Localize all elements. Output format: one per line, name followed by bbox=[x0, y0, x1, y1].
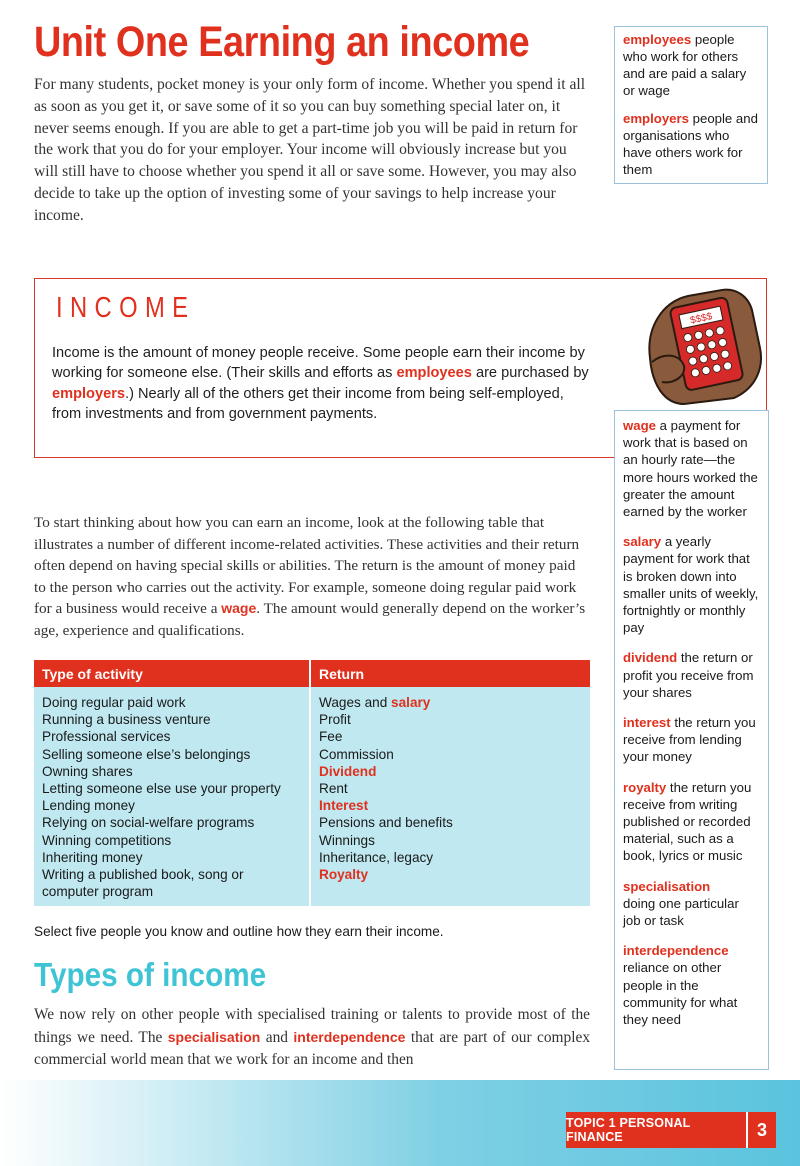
return-cell bbox=[319, 814, 582, 831]
return-text: Rent bbox=[319, 781, 348, 797]
return-cell bbox=[319, 763, 582, 780]
glossary-entry bbox=[623, 779, 760, 865]
glossary-entry bbox=[623, 110, 759, 178]
return-cell bbox=[319, 849, 582, 866]
glossary-term: employees bbox=[623, 32, 692, 47]
return-text: Winnings bbox=[319, 832, 375, 848]
body-text-part: To start thinking about how you can earn an income, look at the following table that illustrates a number of different income-related activities. These activities and their return often depend on having special skills or abilities. The return is the amount of money paid to the person who carries out the activity. For example, someone doing regular paid work for a business would receive a bbox=[34, 514, 580, 618]
return-cell bbox=[319, 832, 582, 849]
glossary-definition: people and organisations who have others work for them bbox=[623, 111, 758, 177]
income-text-part: are purchased by bbox=[471, 365, 589, 382]
activity-cell: Selling someone else’s belongings bbox=[42, 746, 251, 762]
glossary-term: salary bbox=[623, 534, 662, 550]
types-heading: Types of income bbox=[34, 956, 267, 993]
glossary-definition: people who work for others and are paid a salary or wage bbox=[623, 32, 747, 98]
task-instruction: Select five people you know and outline how they earn their income. bbox=[34, 924, 444, 939]
glossary-entry bbox=[623, 878, 760, 930]
return-cell bbox=[319, 866, 582, 883]
calculator-display: $$$$ bbox=[689, 311, 714, 327]
activity-cell: Inheriting money bbox=[42, 849, 143, 865]
table-header-return: Return bbox=[310, 660, 590, 687]
glossary-definition: a payment for work that is based on an hourly rate—the more hours worked the greater the amount earned by the worker bbox=[623, 418, 758, 520]
return-term: salary bbox=[391, 695, 431, 710]
return-term: Royalty bbox=[319, 867, 369, 883]
return-column bbox=[310, 687, 590, 906]
return-term: Interest bbox=[319, 798, 369, 814]
return-text: Inheritance, legacy bbox=[319, 849, 434, 865]
return-cell bbox=[319, 797, 582, 814]
glossary-box-top bbox=[614, 26, 768, 184]
income-text bbox=[52, 343, 597, 425]
return-text: Fee bbox=[319, 729, 343, 745]
types-text-part: We now rely on other people with specialised training or talents to provide most of the things we need. The bbox=[34, 1006, 590, 1046]
highlight-term: wage bbox=[221, 600, 257, 617]
return-cell bbox=[319, 746, 582, 763]
activity-cell: Lending money bbox=[42, 798, 135, 814]
return-text: Profit bbox=[319, 712, 351, 728]
income-text-part: Income is the amount of money people receive. Some people earn their income by working for someone else. (Their skills and efforts as bbox=[52, 345, 585, 382]
glossary-entry bbox=[623, 31, 759, 99]
highlight-term: employees bbox=[396, 365, 472, 382]
glossary-entry bbox=[623, 649, 760, 701]
intro-paragraph: For many students, pocket money is your only form of income. Whether you spend it all as soon as you get it, or save some of it so you can buy something special later on, it never seems enough. If you are able to get a part-time job you will be paid in return for the work that you do for your employer. Your income will obviously increase but you will still have to choose whether you spend it all or save some. However, you may also decide to take up the option of investing some of your savings to help increase your income. bbox=[34, 76, 586, 224]
glossary-term: royalty bbox=[623, 779, 667, 795]
activity-cell: Relying on social-welfare programs bbox=[42, 815, 255, 831]
glossary-term: interdependence bbox=[623, 943, 729, 959]
return-cell bbox=[319, 694, 582, 711]
table-row bbox=[34, 687, 590, 906]
glossary-box-right bbox=[614, 410, 769, 1070]
glossary-entry bbox=[623, 533, 760, 636]
return-text: Pensions and benefits bbox=[319, 815, 453, 831]
return-cell bbox=[319, 728, 582, 745]
activity-cell: Professional services bbox=[42, 729, 171, 745]
activity-cell: Doing regular paid work bbox=[42, 695, 186, 710]
glossary-entry bbox=[623, 417, 760, 520]
glossary-term: dividend bbox=[623, 650, 678, 666]
calculator-illustration bbox=[644, 288, 764, 406]
table-header-activity: Type of activity bbox=[34, 660, 310, 687]
glossary-entry bbox=[623, 942, 760, 1028]
activity-cell: Winning competitions bbox=[42, 832, 172, 848]
types-text-part: and bbox=[260, 1029, 294, 1046]
table-header-row bbox=[34, 660, 590, 687]
glossary-definition: the return you receive from lending your money bbox=[623, 715, 756, 765]
activity-column bbox=[34, 687, 310, 906]
glossary-term: specialisation bbox=[623, 878, 711, 894]
glossary-term: interest bbox=[623, 715, 671, 731]
glossary-term: employers bbox=[623, 111, 689, 126]
footer-topic-label: TOPIC 1 PERSONAL FINANCE bbox=[566, 1112, 746, 1148]
income-text-part: .) Nearly all of the others get their income from being self-employed, from investments and from government payments. bbox=[52, 385, 564, 423]
income-heading: INCOME bbox=[56, 292, 196, 324]
income-activity-table bbox=[34, 660, 590, 906]
glossary-definition: the return you receive from writing published or recorded material, such as a book, lyrics or music bbox=[623, 779, 752, 864]
page-number: 3 bbox=[746, 1112, 776, 1148]
glossary-entry bbox=[623, 714, 760, 766]
types-text-part: that are part of our complex commercial world mean that we work for an income and then bbox=[34, 1029, 591, 1068]
return-term: Dividend bbox=[319, 763, 377, 779]
glossary-definition: a yearly payment for work that is broken down into smaller units of weekly, fortnightly or monthly pay bbox=[623, 534, 759, 636]
activity-cell: Running a business venture bbox=[42, 712, 211, 728]
glossary-term: wage bbox=[623, 418, 656, 433]
body-paragraph bbox=[34, 512, 590, 642]
unit-title: Unit One Earning an income bbox=[34, 18, 530, 66]
return-text: Wages and bbox=[319, 695, 392, 710]
highlight-term: employers bbox=[52, 385, 126, 402]
highlight-term: specialisation bbox=[167, 1029, 261, 1045]
body-text-part: . The amount would generally depend on the worker’s age, experience and qualifications. bbox=[34, 600, 586, 639]
types-paragraph bbox=[34, 1004, 590, 1071]
activity-cell: Letting someone else use your property bbox=[42, 781, 281, 797]
activity-cell: Writing a published book, song or computer program bbox=[42, 867, 244, 900]
return-cell bbox=[319, 780, 582, 797]
return-text: Commission bbox=[319, 746, 394, 762]
return-cell bbox=[319, 711, 582, 728]
glossary-definition: doing one particular job or task bbox=[623, 895, 739, 929]
glossary-definition: the return or profit you receive from your shares bbox=[623, 650, 754, 700]
activity-cell: Owning shares bbox=[42, 763, 133, 779]
highlight-term: interdependence bbox=[293, 1029, 406, 1045]
glossary-definition: reliance on other people in the community for what they need bbox=[623, 960, 738, 1028]
